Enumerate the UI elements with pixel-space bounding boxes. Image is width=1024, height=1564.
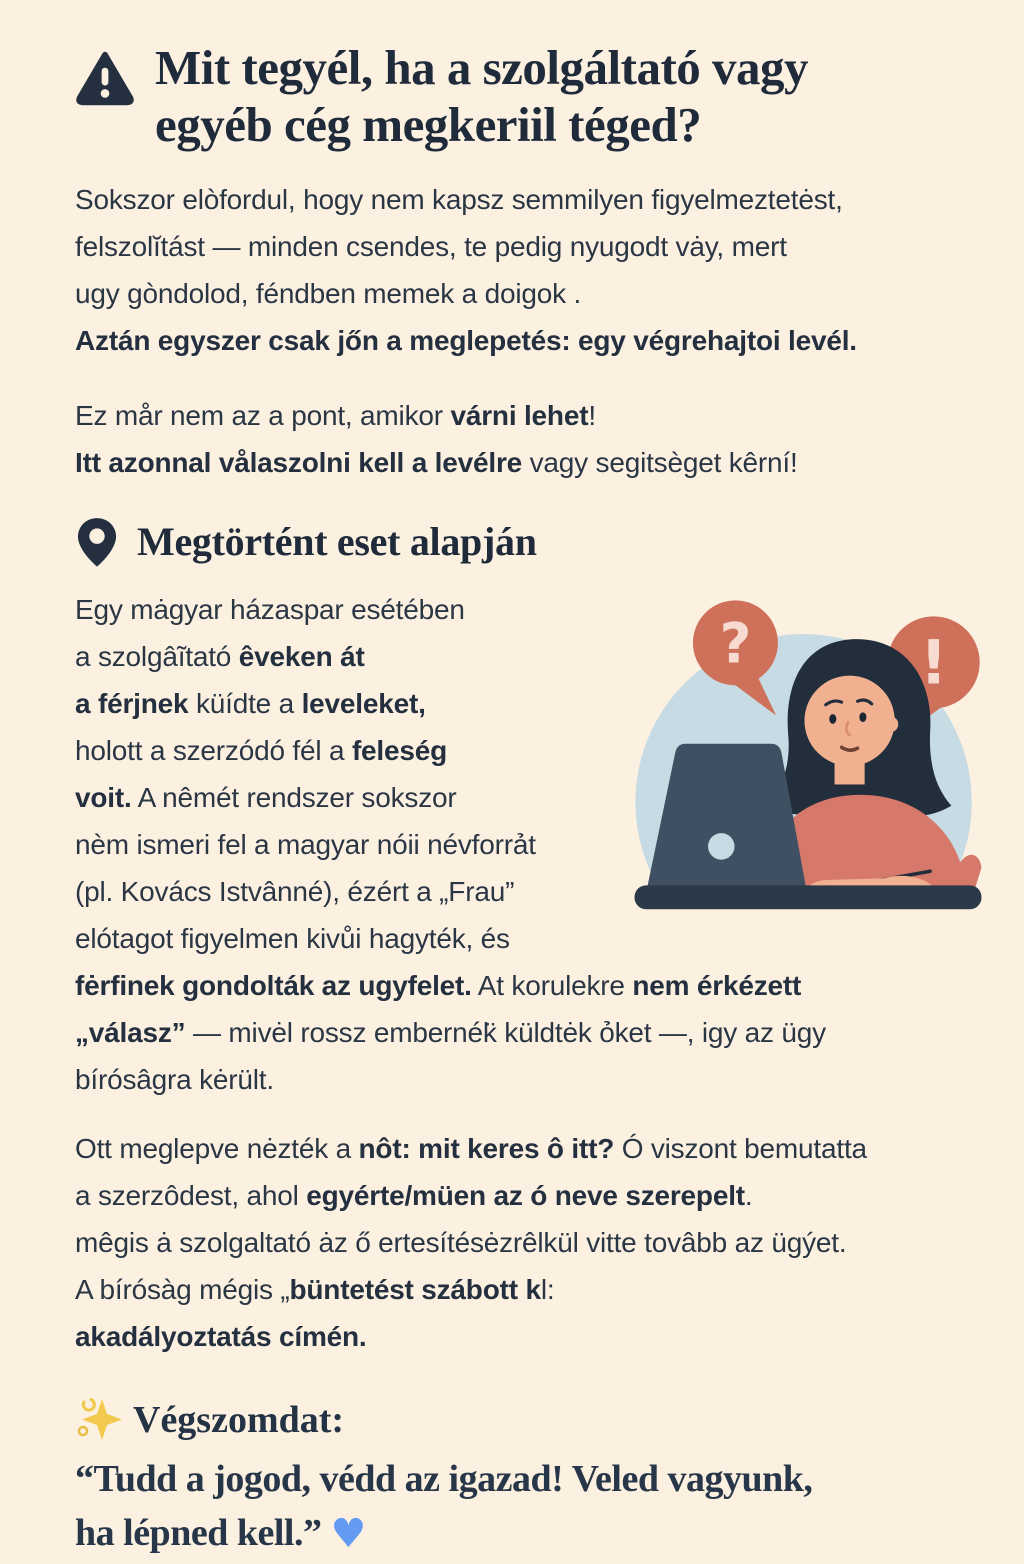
- page-title-line-1: Mit tegyél, ha a szolgáltató vagy: [155, 40, 809, 95]
- closing-quote-text: “Tudd a jogod, védd az igazad! Veled vagyunk, ha lépned kell.”: [75, 1457, 813, 1555]
- title-row: [75, 40, 994, 154]
- location-pin-icon: [75, 516, 119, 568]
- case-section-header: [75, 516, 994, 568]
- page-title: [155, 40, 808, 154]
- alert-paragraph: Ez mår nem az a pont, amikor várni lehet! Itt azonnal vålaszolni kell a levélre vagy segitsèget kêrní!: [75, 399, 798, 478]
- table-bar: [635, 885, 982, 909]
- blue-heart-icon: ♥: [330, 1511, 366, 1558]
- closing-header: [75, 1396, 994, 1444]
- intro-paragraph: Sokszor elòfordul, hogy nem kapsz semmilyen figyelmeztetėst, felszolĭtást — minden csendes, te pedig nyugodt vȧy, mert ugy gòndolod, féndben memek a doigok . Aztán egyszer csak jőn a meglepetés: egy végrehajtoi levél.: [75, 183, 857, 356]
- outcome-paragraph: Ott meglepve nėzték a nôt: mit keres ô itt? Ó viszont bemutatta a szerzôdest, ahol egyérte/müen az ó neve szerepelt. mêgis ȧ szolgaltató ȧz ő ertesítésėzrêlkül vitte tovâbb az ügýet. A bírósàg mégis „büntetést szábott kl: akadályoztatás címén.: [75, 1132, 867, 1352]
- exclamation-mark-glyph: !: [920, 628, 948, 699]
- sparkles-icon: [75, 1396, 123, 1444]
- closing-quote: [75, 1452, 994, 1564]
- closing-title: Végszomdat:: [133, 1398, 345, 1441]
- case-paragraph-text: Egy mȧgyar házaspar esétében a szolgâĩtató êveken át a férjnek küídte a leveleket, holott a szerzódó fél a feleség voit. A nêmét rendszer sokszor nèm ismeri fel a magyar nóii névforrảt (pl. Kovács Istvânné), ézért a „Frau” elótagot figyelmen kivůi hagyték, és fėrfinek gondolták az ugyfelet. At korulekre nem érkézett „válasz” — mivėl rossz embernék̈ küldtėk ỏket —, igy az ügy bírósâgra kėrült.: [75, 593, 826, 1095]
- case-section-title: Megtörtént eset alapján: [137, 519, 537, 565]
- page-title-line-2: egyéb cég megkeriil téged?: [155, 96, 702, 152]
- question-mark-glyph: ?: [719, 610, 752, 675]
- warning-icon: [75, 48, 135, 108]
- woman-at-laptop-illustration: [622, 588, 994, 942]
- case-paragraph: [75, 586, 994, 1103]
